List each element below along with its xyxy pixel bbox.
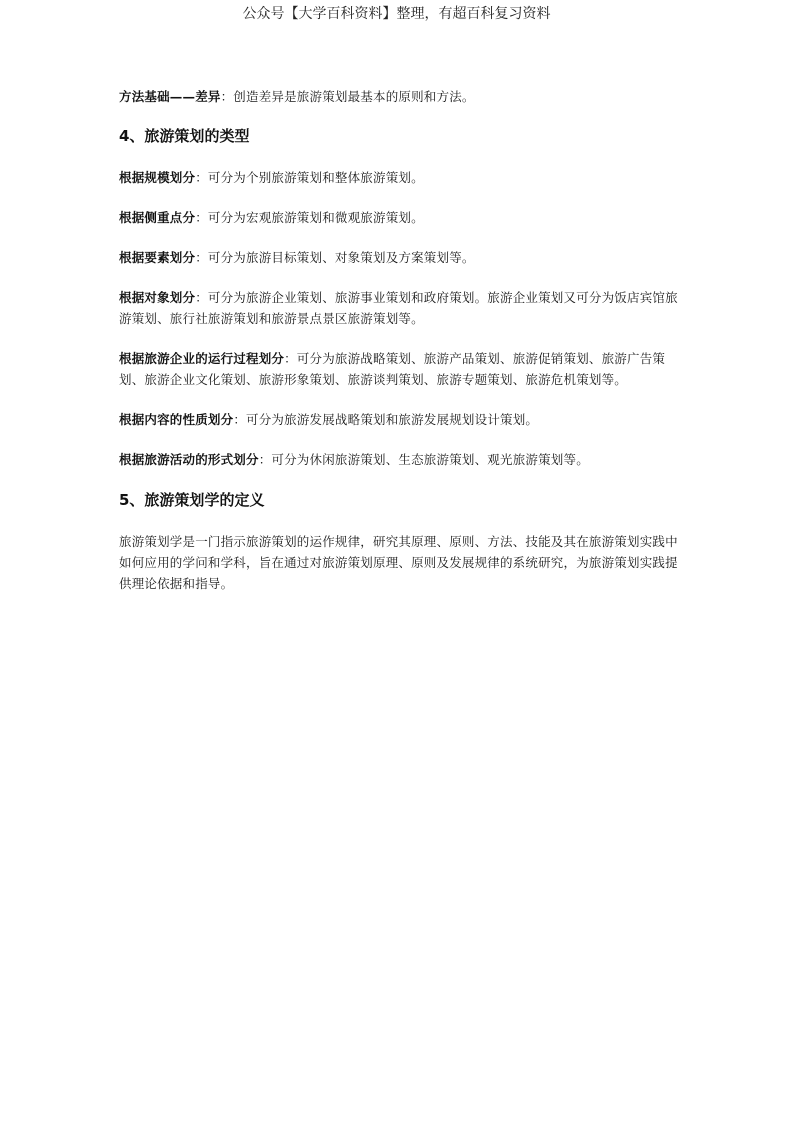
type-text-content: ：可分为旅游发展战略策划和旅游发展规划设计策划。 bbox=[233, 412, 539, 427]
section-4-heading: 4、旅游策划的类型 bbox=[119, 127, 250, 145]
section-5-heading: 5、旅游策划学的定义 bbox=[119, 491, 265, 509]
type-paragraph-content bbox=[119, 409, 681, 430]
type-label-content: 根据内容的性质划分 bbox=[119, 412, 234, 427]
type-label-process: 根据旅游企业的运行过程划分 bbox=[119, 351, 285, 366]
type-paragraph-object bbox=[119, 287, 681, 329]
type-text-elements: ：可分为旅游目标策划、对象策划及方案策划等。 bbox=[195, 250, 475, 265]
type-text-activity: ：可分为休闲旅游策划、生态旅游策划、观光旅游策划等。 bbox=[258, 452, 589, 467]
type-text-object: ：可分为旅游企业策划、旅游事业策划和政府策划。旅游企业策划又可分为饭店宾馆旅游策划、旅行社旅游策划和旅游景点景区旅游策划等。 bbox=[119, 290, 678, 326]
type-label-elements: 根据要素划分 bbox=[119, 250, 196, 265]
intro-label: 方法基础——差异 bbox=[119, 89, 221, 104]
type-label-activity: 根据旅游活动的形式划分 bbox=[119, 452, 259, 467]
intro-text: ：创造差异是旅游策划最基本的原则和方法。 bbox=[220, 89, 475, 104]
type-paragraph-scale bbox=[119, 167, 681, 188]
type-text-process: ：可分为旅游战略策划、旅游产品策划、旅游促销策划、旅游广告策划、旅游企业文化策划、旅游形象策划、旅游谈判策划、旅游专题策划、旅游危机策划等。 bbox=[119, 351, 666, 387]
type-text-focus: ：可分为宏观旅游策划和微观旅游策划。 bbox=[195, 210, 424, 225]
type-label-scale: 根据规模划分 bbox=[119, 170, 196, 185]
definition-paragraph: 旅游策划学是一门指示旅游策划的运作规律，研究其原理、原则、方法、技能及其在旅游策划实践中如何应用的学问和学科，旨在通过对旅游策划原理、原则及发展规律的系统研究，为旅游策划实践提供理论依据和指导。 bbox=[119, 534, 678, 591]
type-paragraph-process bbox=[119, 348, 681, 390]
type-label-focus: 根据侧重点分 bbox=[119, 210, 196, 225]
type-paragraph-activity bbox=[119, 449, 681, 470]
document-body bbox=[119, 86, 681, 613]
page-header: 公众号【大学百科资料】整理，有超百科复习资料 bbox=[242, 6, 551, 22]
type-paragraph-focus bbox=[119, 207, 681, 228]
type-text-scale: ：可分为个别旅游策划和整体旅游策划。 bbox=[195, 170, 424, 185]
type-paragraph-elements bbox=[119, 247, 681, 268]
type-label-object: 根据对象划分 bbox=[119, 290, 196, 305]
intro-paragraph bbox=[119, 86, 681, 107]
